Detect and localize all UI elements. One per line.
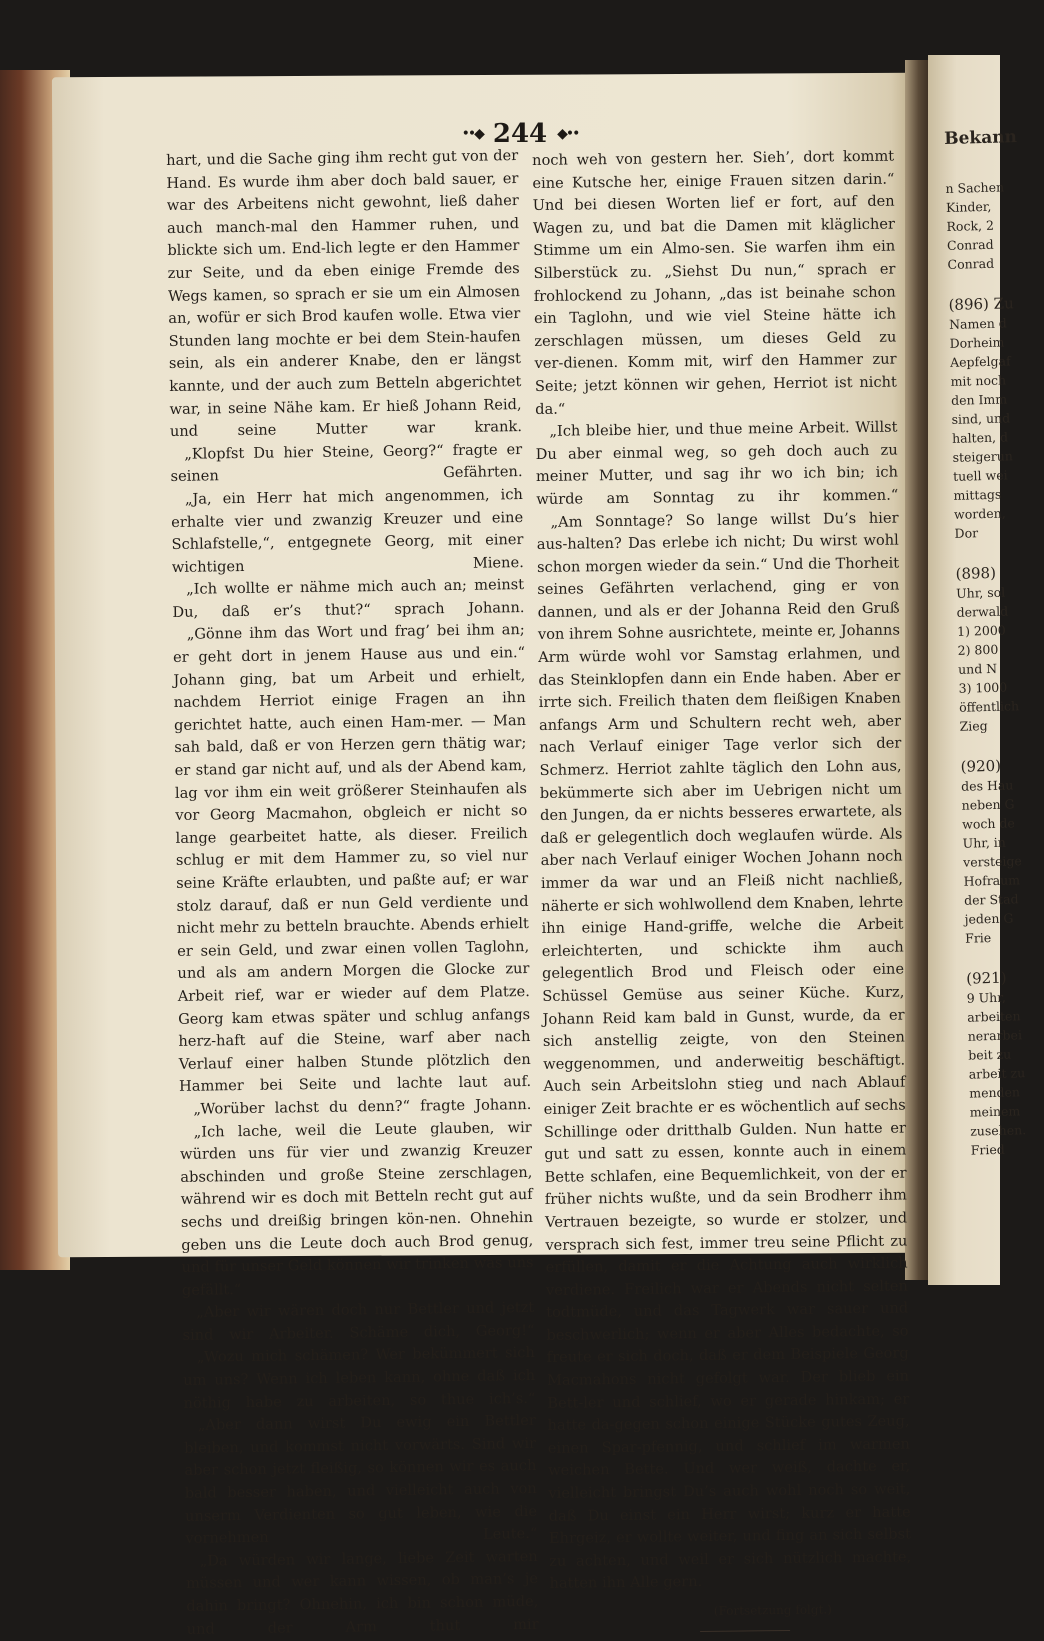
paragraph: „Ich bleibe hier, und thue meine Arbeit. Willst Du aber einmal weg, so geh doch auch zu meiner Mutter, und sag ihr wo ich bin; ich würde am Sonntag zu ihr kommen.“: [535, 418, 899, 508]
next-page-fragment: Dorheim: [949, 334, 1005, 351]
paragraph: „Ich wollte er nähme mich auch an; meinst Du, daß er’s thut?“ sprach Johann.: [172, 576, 525, 621]
next-page-fragment: und N: [957, 660, 998, 677]
paragraph: „Aber wir wären doch nur Bettler und jetzt sind wir Arbeiter. Schäme dich, Georg!“: [182, 1299, 535, 1344]
next-page-fragment: jeden G: [964, 910, 1014, 927]
page-number: 244: [492, 119, 548, 149]
next-page-fragment: tuell wei: [952, 467, 1008, 484]
next-page-fragment: (896) Zu: [948, 294, 1014, 314]
next-page-fragment: meinem: [969, 1103, 1021, 1120]
paragraph: „Ich lache, weil die Leute glauben, wir würden uns für vier und zwanzig Kreuzer abschinden und große Steine zerschlagen, während wir es doch mit Betteln recht gut auf sechs und dreißig bringen kön‑nen. Ohnehin geben uns die Leute doch auch Brod genug, und für unser Geld können wir trinken was uns gefällt.“: [179, 1118, 534, 1299]
next-page-fragment: versteige: [962, 853, 1023, 870]
next-page-fragment: neben G: [961, 796, 1015, 813]
paragraph: „Wozu mich schämen? Wer bekümmert sich um uns? Wenn ich leben kann, ohne daß ich nöthig habe zu arbeiten, so thue ich’s.“: [183, 1344, 536, 1412]
next-page-fragment: arbeit zu: [968, 1065, 1026, 1082]
next-page-heading: Bekann: [943, 127, 1018, 149]
paragraph: „Klopfst Du hier Steine, Georg?“ fragte er seinen Gefährten.: [170, 440, 523, 486]
next-page-fragment: woch de: [961, 815, 1016, 832]
next-page-fragment: Aepfelgaf: [949, 353, 1011, 370]
end-rule: [700, 1630, 790, 1632]
next-page-fragment: Kinder,: [945, 198, 992, 215]
next-page-fragment: 3) 1000: [958, 679, 1008, 696]
next-page-fragment: worden,: [953, 505, 1006, 522]
next-page-fragment: Conrad: [946, 236, 994, 253]
next-page-fragment: mit noch: [950, 372, 1007, 389]
next-page-fragment: arbeiten: [967, 1008, 1021, 1025]
next-page-fragment: halten, d: [951, 429, 1009, 446]
next-page-fragment: (920): [960, 756, 1002, 776]
next-page-fragment: 1) 2000: [956, 622, 1006, 639]
paragraph: „Gönne ihm das Wort und frag’ bei ihm an; er geht dort in jenem Hause aus und ein.“ Johann ging, bat um Arbeit und erhielt, nachdem Herriot einige Fragen an ihn gerichtet hatte, auch einen Ham‑mer. — Man sah bald, daß er von Herzen gern thätig war; er stand gar nicht auf, und als der Abend kam, lag vor ihm ein weit größerer Steinhaufen als vor Georg Macmahon, obgleich er nicht so lange gearbeitet hatte, als dieser. Freilich schlug er mit dem Hammer zu, so viel nur seine Kräfte erlaubten, und paßte auf; er war stolz darauf, daß er nun Geld verdiente und nicht mehr zu betteln brauchte. Abends erhielt er sein Geld, und zwar einen vollen Taglohn, und als am andern Morgen die Glocke zur Arbeit rief, war er wieder auf dem Platze. Georg kam etwas später und schlug anfangs herz‑haft auf die Steine, warf aber nach Verlauf einer halben Stunde plötzlich den Hammer bei Seite und lachte laut auf.: [172, 621, 532, 1096]
next-page-fragment: Dor: [954, 525, 979, 541]
paragraph: „Aber dann wirst Du ewig ein Bettler bleiben, und kommst nicht vorwärts. Sind wir aber schon jetzt fleißig, so können wir es auch bald besser haben, und vielleicht auch von unserm Verdienten so gut leben, wie die vornehmen Leute.“: [184, 1412, 538, 1548]
next-page-fragment: Namen d: [948, 315, 1007, 332]
next-page-fragment: derwald: [956, 603, 1009, 620]
left-column: [166, 145, 539, 1641]
next-page-fragment: den Imm: [950, 391, 1008, 408]
paragraph: hart, und die Sache ging ihm recht gut von der Hand. Es wurde ihm aber doch bald sauer, er war des Arbeitens nicht gewohnt, ließ daher auch manch‑mal den Hammer ruhen, und blickte sich um. End‑lich legte er den Hammer zur Seite, und da eben einige Fremde des Wegs kamen, so sprach er sie um ein Almosen an, wofür er sich Brod kaufen wolle. Etwa vier Stunden lang mochte er bei dem Stein‑haufen sein, als ein anderer Knabe, den er längst kannte, und der auch zum Betteln abgerichtet war, in seine Nähe kam. Er hieß Johann Reid, und seine Mutter war krank.: [166, 147, 523, 441]
next-page-fragment: n Sachen: [945, 179, 1005, 196]
next-page-fragment: menden: [969, 1084, 1021, 1101]
next-page-fragment: Rock, 2: [946, 217, 995, 234]
next-page-fragment: 9 Uhr,: [966, 989, 1007, 1006]
next-page-fragment: zusehen.: [970, 1122, 1027, 1139]
continuation-note: (Fortsetzung folgt.): [713, 1602, 832, 1618]
next-page-fragment: Uhr, in: [962, 834, 1007, 851]
paragraph: „Ja, ein Herr hat mich angenommen, ich erhalte vier und zwanzig Kreuzer und eine Schlafstelle,“, entgegnete Georg, mit einer wichtigen Miene.: [171, 485, 524, 576]
ornament-left: ••◆: [461, 126, 483, 142]
next-page-fragment: Uhr, sol: [955, 584, 1006, 601]
paragraph: „Am Sonntage? So lange willst Du’s hier aus‑halten? Das erlebe ich nicht; Du wirst wohl schon morgen wieder da sein.“ Und die Thorheit seines Gefährten verlachend, ging er von dannen, und als er der Johanna Reid den Gruß von ihrem Sohne ausrichtete, meinte er, Johanns Arm würde wohl vor Samstag erlahmen, und das Steinklopfen dann ein Ende haben. Aber er irrte sich. Freilich thaten dem fleißigen Knaben anfangs Arm und Schultern recht weh, aber nach Verlauf einiger Tage verlor sich der Schmerz. Herriot zahlte täglich den Lohn aus, bekümmerte sich aber im Uebrigen nicht um den Jungen, da er nichts besseres erwartete, als daß er gelegentlich doch weglaufen würde. Als aber nach Verlauf einiger Wochen Johann noch immer da war und an Fleiß nicht nachließ, näherte er sich wohlwollend dem Knaben, lehrte ihn einige Hand‑griffe, welche die Arbeit erleichterten, und schickte ihm auch gelegentlich Brod und Fleisch oder eine Schüssel Gemüse aus seiner Küche. Kurz, Johann Reid kam bald in Gunst, wurde, da er sich anstellig zeigte, von den Steinen weggenommen, und anderweitig beschäftigt. Auch sein Arbeitslohn stieg und nach Ablauf einiger Zeit brachte er es wöchentlich auf sechs Schillinge oder dritthalb Gulden. Nun hatte er gut und satt zu essen, konnte auch in einem Bette schlafen, eine Bequemlichkeit, von der er früher nichts wußte, und da sein Brodherr ihm Vertrauen bezeigte, so wurde er stolzer, und versprach sich fest, immer treu seine Pflicht zu erfüllen, damit er die Achtung auch wirklich verdiene. Freilich war er Abends nicht selten todtmüde, und das Tagwerk war sauer und beschwerlich; wenn er aber Alles bedachte, so freute er sich doch, daß er dem Beispiele Georg Macmahons nicht gefolgt war. Der blieb ein Bett‑ler und schlief, wo er gerade hinkam; er hatte da‑gegen schon einige Stücke gutes Zeug, einen Spar‑pfennig, und schlief im warmen weichen Bette. Und wer weiß, dachte er, vielleicht bringst Du’s auch wohl noch so weit, daß Du einst ein Herr wirst; kurz er hatte Ehrgeiz, er wollte weiter, und fing an sich selbst zu achten, und weil er sich nützlich machte, hatten ihn Alle gern.: [536, 509, 912, 1593]
next-page-fragment: Frie: [964, 930, 992, 946]
next-page-fragment: Zieg: [959, 718, 988, 734]
next-page-fragment: sind, und: [951, 410, 1011, 427]
paragraph: „Worüber lachst du denn?“ fragte Johann.: [193, 1095, 532, 1118]
next-page-fragment: mittags: [953, 486, 1002, 503]
next-page-fragment: beit zu: [968, 1046, 1012, 1063]
paragraph: „Da würden wir lange, liebe Zeit warten müssen und wer kann wissen, ob man’s je dahin bringt? Ohnehin, ich bin schon müde, und der Arm thut mir: [185, 1547, 539, 1638]
next-page-fragment: Fried: [970, 1141, 1005, 1158]
next-page-fragment: steigerun: [952, 448, 1014, 465]
right-column: [532, 146, 912, 1634]
next-page-fragment: Conrad: [947, 255, 995, 272]
next-page-fragment: nerarbei: [967, 1027, 1023, 1044]
next-page-fragment: (898): [955, 563, 997, 583]
next-page-fragment: Hofraum: [963, 872, 1021, 889]
next-page-fragment: der Stad: [963, 891, 1019, 908]
paragraph: noch weh von gestern her. Sieh’, dort kommt eine Kutsche her, einige Frauen sitzen darin.“ Und bei diesen Worten lief er fort, auf den Wagen zu, und bat die Damen mit kläglicher Stimme um ein Almo‑sen. Sie warfen ihm ein Silberstück zu. „Siehst Du nun,“ sprach er frohlockend zu Johann, „das ist beinahe schon ein Taglohn, und wie viel Steine hätte ich zerschlagen müssen, um dieses Geld zu ver‑dienen. Komm mit, wirf den Hammer zur Seite; jetzt können wir gehen, Herriot ist nicht da.“: [532, 147, 897, 418]
next-page-fragment: öffentlich: [958, 698, 1020, 715]
next-page-fragment: des Hau: [960, 777, 1014, 794]
ornament-right: ◆••: [557, 126, 579, 142]
next-page-fragment: (921): [965, 968, 1007, 988]
next-page-fragment: 2) 800: [957, 641, 999, 658]
